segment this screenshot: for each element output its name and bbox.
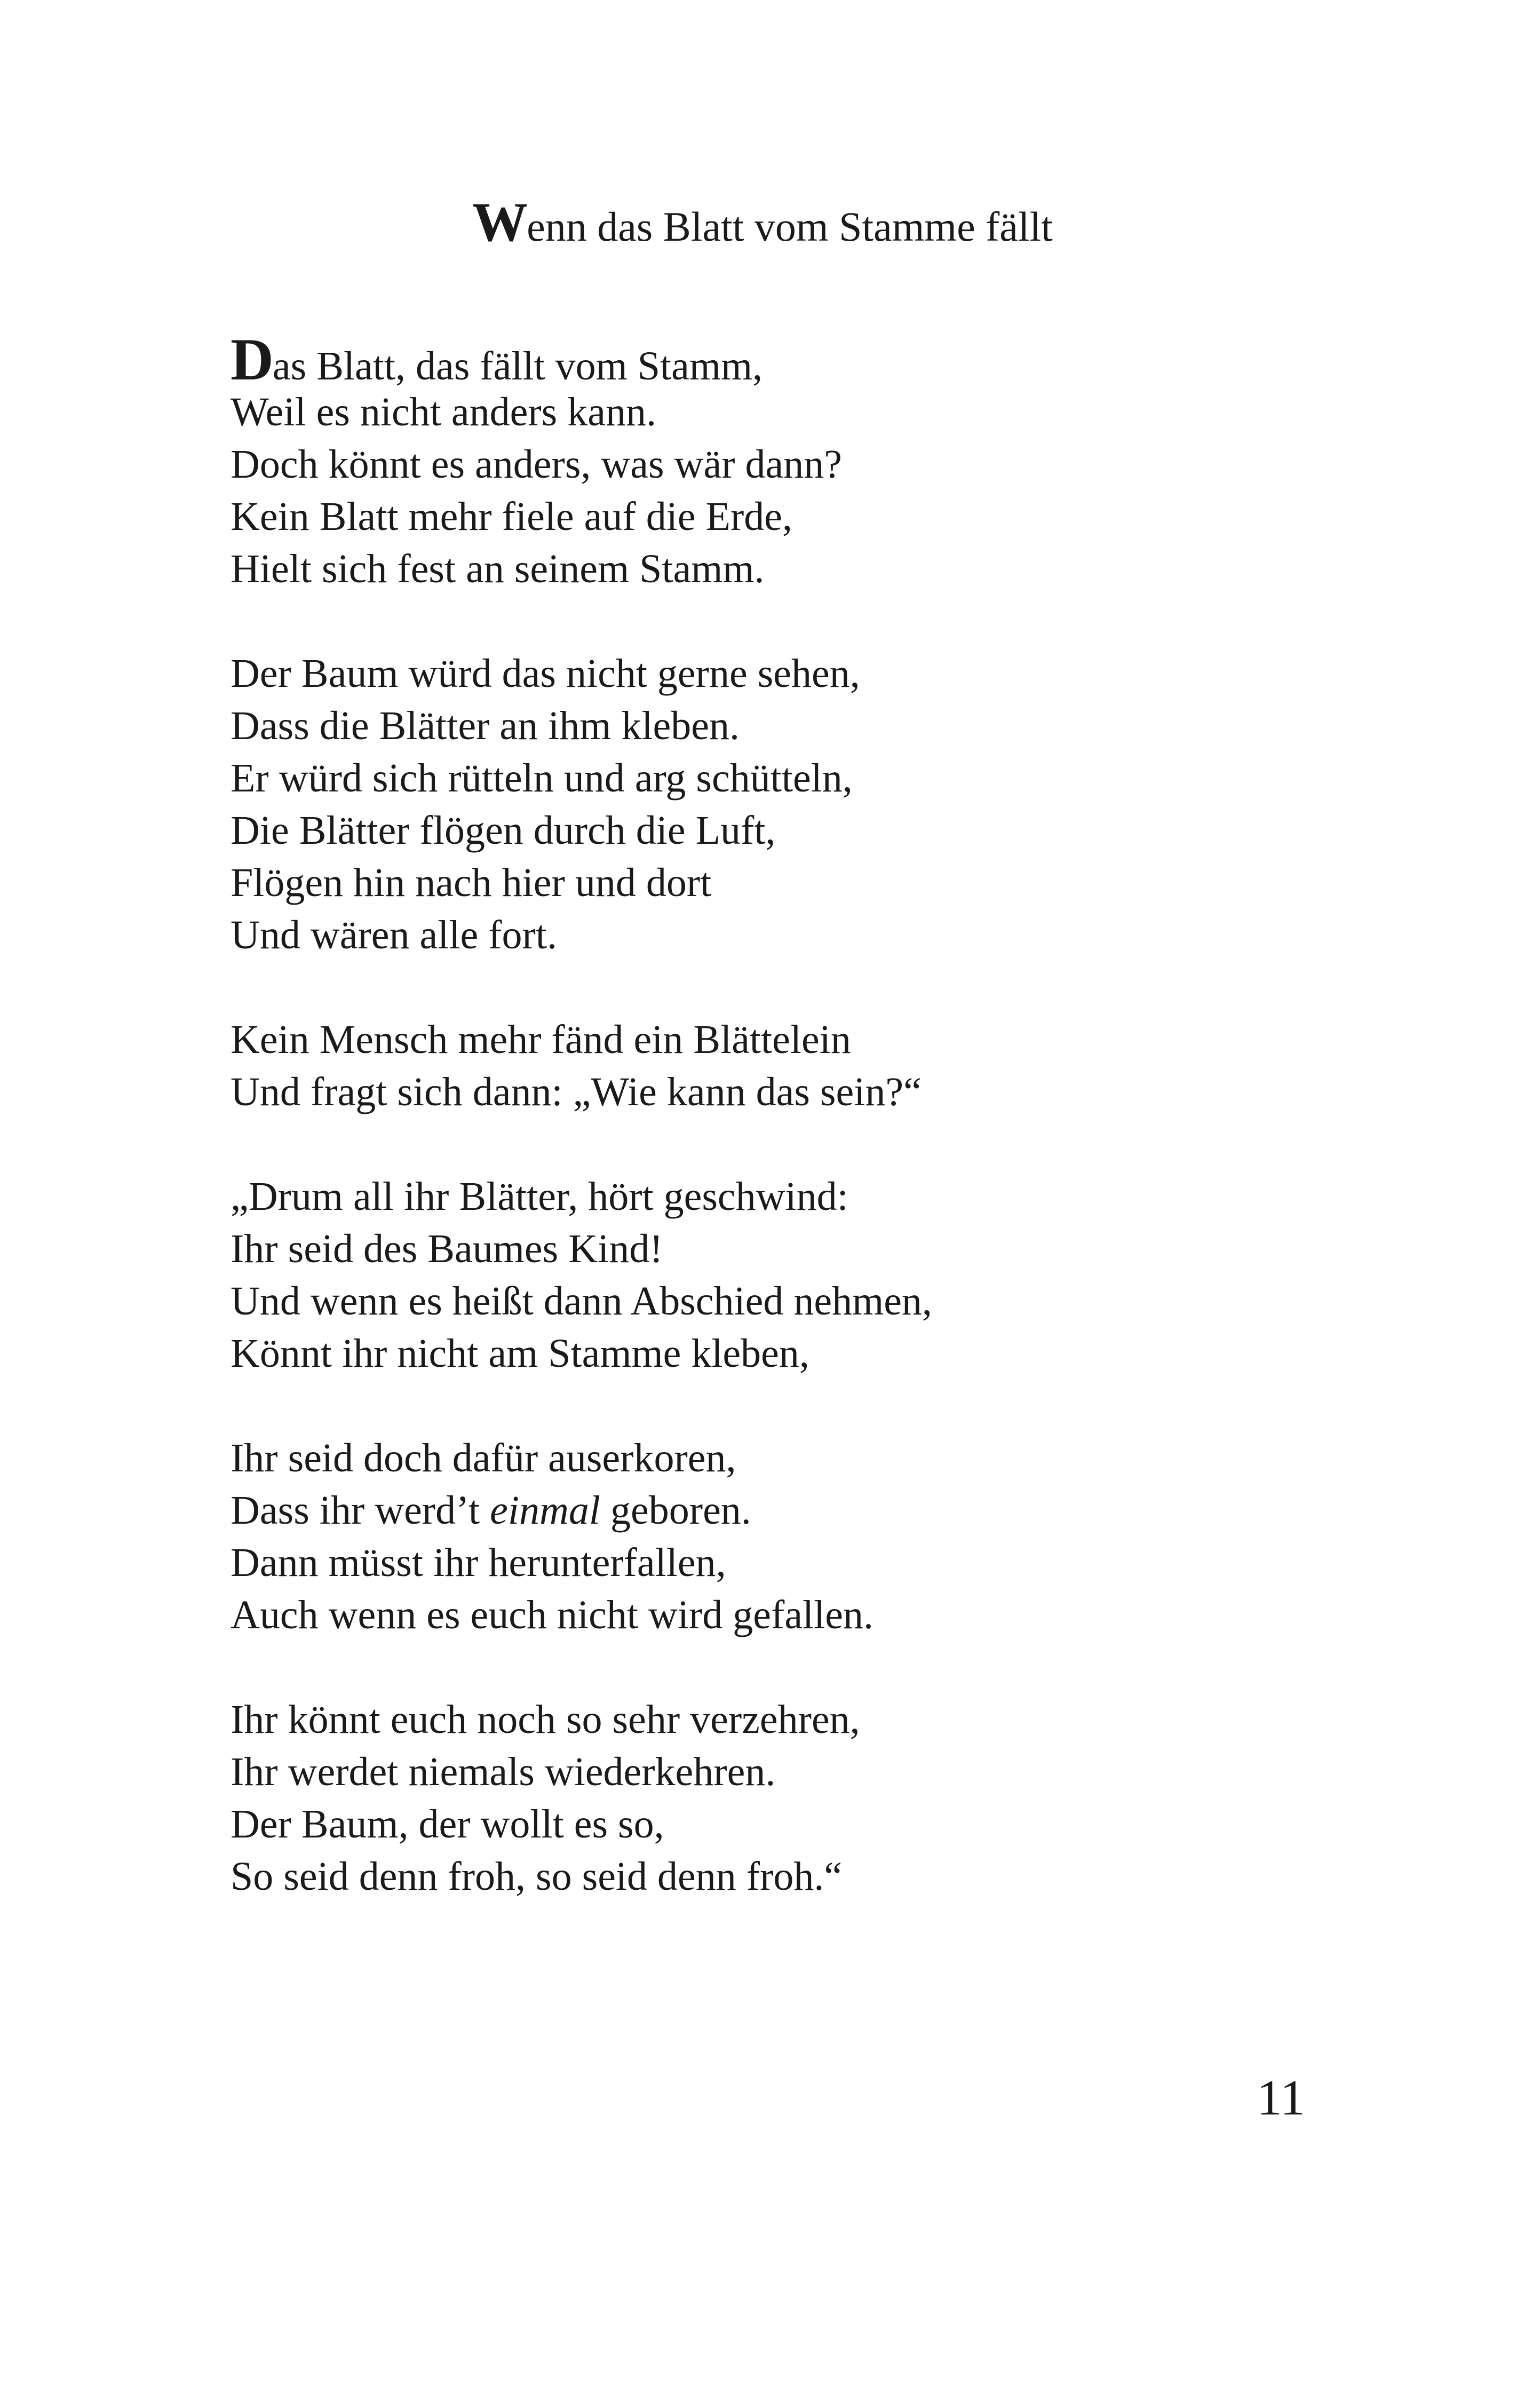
verse-text: geboren. [600,1488,751,1533]
stanza-6 [231,1693,1404,1903]
title-text: enn das Blatt vom Stamme fällt [527,203,1053,250]
verse-line: Und fragt sich dann: „Wie kann das sein?“ [231,1070,922,1114]
poem-body [231,327,1404,1955]
stanza-3 [231,1013,1404,1118]
verse-line: Dann müsst ihr herunterfallen, [231,1540,726,1585]
verse-line: So seid denn froh, so seid denn froh.“ [231,1854,843,1899]
verse-line: Und wären alle fort. [231,913,557,957]
stanza-5 [231,1432,1404,1641]
verse-line: Doch könnt es anders, was wär dann? [231,442,842,487]
drop-cap: D [231,327,273,393]
verse-line: Auch wenn es euch nicht wird gefallen. [231,1593,874,1637]
verse-line: „Drum all ihr Blätter, hört geschwind: [231,1174,848,1219]
verse-line: Kein Mensch mehr fänd ein Blättelein [231,1017,851,1062]
verse-line: Der Baum, der wollt es so, [231,1802,664,1847]
verse-line: Ihr seid doch dafür auserkoren, [231,1436,736,1480]
verse-line: Ihr werdet niemals wiederkehren. [231,1749,776,1794]
verse-line: Weil es nicht anders kann. [231,390,656,434]
verse-line: Dass die Blätter an ihm kleben. [231,703,740,748]
verse-line: Ihr könnt euch noch so sehr verzehren, [231,1697,860,1742]
title-initial: W [472,192,527,253]
verse-line: Der Baum würd das nicht gerne sehen, [231,651,860,696]
verse-line [231,1484,1404,1536]
verse-text: Dass ihr werd’t [231,1488,490,1533]
verse-line [231,327,1404,393]
poem-title [0,189,1525,256]
verse-line: Könnt ihr nicht am Stamme kleben, [231,1331,809,1376]
stanza-4 [231,1170,1404,1380]
verse-line: Flögen hin nach hier und dort [231,860,712,905]
verse-text: as Blatt, das fällt vom Stamm, [272,344,763,389]
verse-line: Hielt sich fest an seinem Stamm. [231,546,765,591]
verse-line: Er würd sich rütteln und arg schütteln, [231,756,853,801]
emphasized-word: einmal [490,1488,601,1533]
verse-line: Ihr seid des Baumes Kind! [231,1226,663,1271]
verse-line: Und wenn es heißt dann Abschied nehmen, [231,1279,932,1324]
verse-line: Die Blätter flögen durch die Luft, [231,808,776,853]
verse-line: Kein Blatt mehr fiele auf die Erde, [231,494,793,539]
stanza-1 [231,327,1404,595]
page-number: 11 [1257,2070,1305,2126]
stanza-2 [231,647,1404,961]
